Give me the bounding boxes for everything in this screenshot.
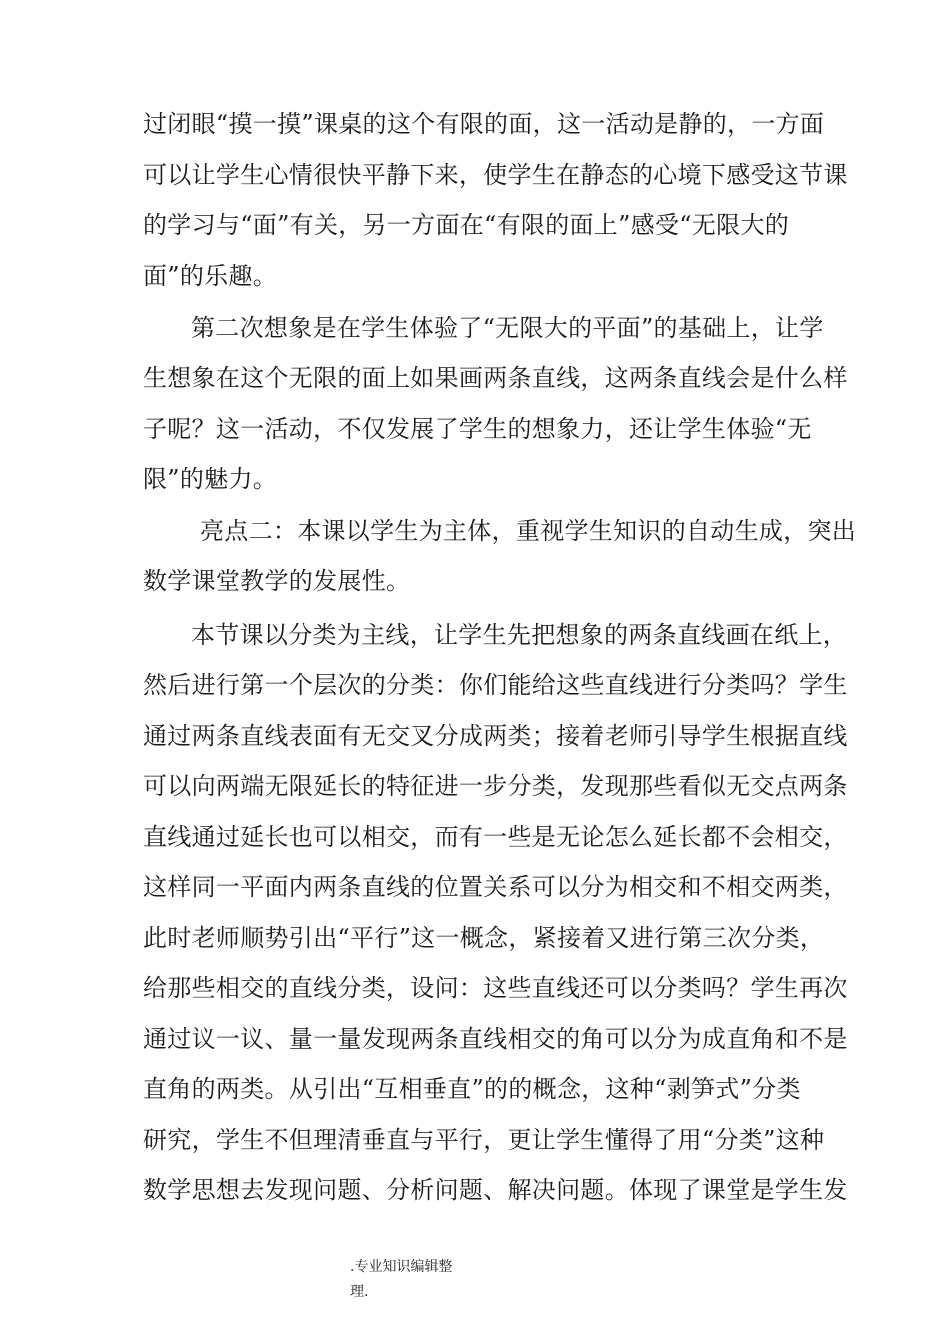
paragraph-1-line-4: 面”的乐趣。 xyxy=(143,262,278,290)
paragraph-3-line-1: 亮点二：本课以学生为主体，重视学生知识的自动生成，突出 xyxy=(200,517,857,545)
footer-text-line-2: 理. xyxy=(350,1284,369,1300)
paragraph-4-line-9: 通过议一议、量一量发现两条直线相交的角可以分为成直角和不是 xyxy=(143,1025,848,1053)
paragraph-4-line-10: 直角的两类。从引出“互相垂直”的的概念，这种“剥笋式”分类 xyxy=(143,1075,801,1103)
paragraph-4-line-6: 这样同一平面内两条直线的位置关系可以分为相交和不相交两类， xyxy=(143,873,848,901)
paragraph-1-line-2: 可以让学生心情很快平静下来，使学生在静态的心境下感受这节课 xyxy=(143,161,848,189)
paragraph-4-line-5: 直线通过延长也可以相交，而有一些是无论怎么延长都不会相交， xyxy=(143,823,848,851)
paragraph-4-line-2: 然后进行第一个层次的分类：你们能给这些直线进行分类吗？学生 xyxy=(143,671,848,699)
paragraph-4-line-4: 可以向两端无限延长的特征进一步分类，发现那些看似无交点两条 xyxy=(143,772,848,800)
paragraph-4-line-8: 给那些相交的直线分类，设问：这些直线还可以分类吗？学生再次 xyxy=(143,974,848,1002)
paragraph-4-line-12: 数学思想去发现问题、分析问题、解决问题。体现了课堂是学生发 xyxy=(143,1176,848,1204)
footer-text-line-1: .专业知识编辑整 xyxy=(350,1259,453,1275)
paragraph-4-line-3: 通过两条直线表面有无交叉分成两类；接着老师引导学生根据直线 xyxy=(143,722,848,750)
paragraph-4-line-1: 本节课以分类为主线，让学生先把想象的两条直线画在纸上， xyxy=(191,621,848,649)
paragraph-4-line-7: 此时老师顺势引出“平行”这一概念，紧接着又进行第三次分类， xyxy=(143,924,825,952)
paragraph-1-line-3: 的学习与“面”有关，另一方面在“有限的面上”感受“无限大的 xyxy=(143,211,790,239)
paragraph-3-line-2: 数学课堂教学的发展性。 xyxy=(143,567,411,595)
paragraph-4-line-11: 研究，学生不但理清垂直与平行，更让学生懂得了用“分类”这种 xyxy=(143,1126,825,1154)
paragraph-1-line-1: 过闭眼“摸一摸”课桌的这个有限的面，这一活动是静的，一方面 xyxy=(143,110,825,138)
paragraph-2-line-2: 生想象在这个无限的面上如果画两条直线，这两条直线会是什么样 xyxy=(143,364,848,392)
paragraph-2-line-1: 第二次想象是在学生体验了“无限大的平面”的基础上，让学 xyxy=(191,314,824,342)
paragraph-2-line-3: 子呢？这一活动，不仅发展了学生的想象力，还让学生体验“无 xyxy=(143,415,812,443)
paragraph-2-line-4: 限”的魅力。 xyxy=(143,465,278,493)
